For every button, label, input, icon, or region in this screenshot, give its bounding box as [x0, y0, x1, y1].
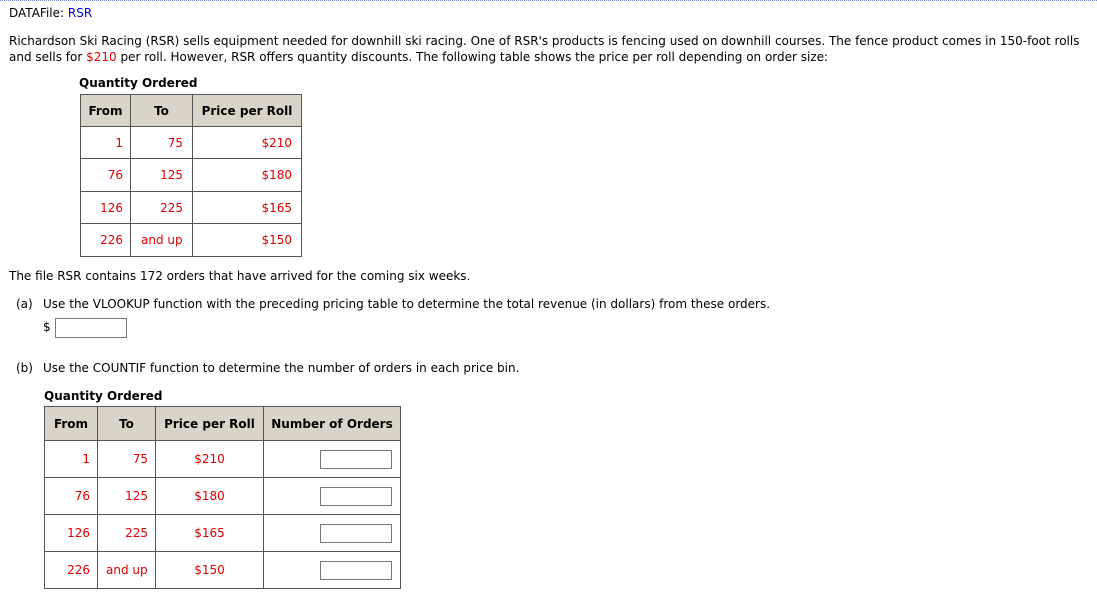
- cell-to: 75: [98, 441, 156, 478]
- table-row: [81, 224, 302, 257]
- intro-price: $210: [86, 50, 117, 64]
- orders-cell: [264, 441, 401, 478]
- cell-to: and up: [131, 224, 193, 257]
- orders-input-76-125[interactable]: [320, 487, 392, 506]
- part-a-label: (a): [16, 297, 33, 311]
- datafile-link[interactable]: RSR: [67, 6, 93, 20]
- cell-from: 126: [81, 192, 131, 224]
- cell-to: 125: [131, 159, 193, 192]
- header-number-of-orders: Number of Orders: [264, 407, 401, 441]
- cell-to: 225: [131, 192, 193, 224]
- orders-input-1-75[interactable]: [320, 450, 392, 469]
- orders-cell: [264, 552, 401, 589]
- header-from: From: [45, 407, 98, 441]
- cell-from: 1: [81, 127, 131, 159]
- cell-from: 1: [45, 441, 98, 478]
- table-row: [45, 441, 401, 478]
- table-row: [45, 515, 401, 552]
- part-a-question: Use the VLOOKUP function with the preceding pricing table to determine the total revenue (in dollars) from these orders.: [43, 297, 771, 311]
- table-row: [81, 159, 302, 192]
- header-from: From: [81, 95, 131, 127]
- table-row: [81, 127, 302, 159]
- cell-from: 76: [81, 159, 131, 192]
- cell-price: $150: [193, 224, 302, 257]
- cell-price: $165: [193, 192, 302, 224]
- pricing-table: [80, 94, 302, 257]
- orders-input-226-up[interactable]: [320, 561, 392, 580]
- table-row: [45, 478, 401, 515]
- part-b-label: (b): [16, 361, 33, 375]
- datafile-label: DATAFile:: [9, 6, 68, 20]
- file-description: The file RSR contains 172 orders that have arrived for the coming six weeks.: [9, 269, 471, 283]
- part-a-currency: $: [43, 320, 51, 334]
- orders-cell: [264, 478, 401, 515]
- total-revenue-input[interactable]: [55, 318, 127, 338]
- header-to: To: [131, 95, 193, 127]
- datafile-line: [9, 6, 92, 20]
- table-row: [45, 552, 401, 589]
- pricing-table-header: [81, 95, 302, 127]
- table2-caption: Quantity Ordered: [44, 389, 163, 403]
- cell-from: 226: [81, 224, 131, 257]
- cell-price: $150: [156, 552, 264, 589]
- header-price: Price per Roll: [193, 95, 302, 127]
- cell-from: 126: [45, 515, 98, 552]
- cell-price: $210: [156, 441, 264, 478]
- intro-paragraph: [9, 33, 1094, 65]
- top-divider: [0, 0, 1097, 1]
- intro-text-2: per roll. However, RSR offers quantity discounts. The following table shows the price per roll depending on order size:: [116, 50, 829, 64]
- intro-text-1: Richardson Ski Racing (RSR) sells equipment needed for downhill ski racing. One of RSR's products is fencing used on downhill courses. The fence product comes in 150-foot rolls and sells for: [9, 34, 1080, 64]
- cell-to: and up: [98, 552, 156, 589]
- order-count-table: [44, 406, 401, 589]
- cell-to: 125: [98, 478, 156, 515]
- cell-from: 226: [45, 552, 98, 589]
- table-row: [81, 192, 302, 224]
- order-count-header: [45, 407, 401, 441]
- cell-to: 75: [131, 127, 193, 159]
- cell-price: $210: [193, 127, 302, 159]
- cell-price: $180: [193, 159, 302, 192]
- header-price: Price per Roll: [156, 407, 264, 441]
- cell-price: $180: [156, 478, 264, 515]
- header-to: To: [98, 407, 156, 441]
- part-b-question: Use the COUNTIF function to determine the number of orders in each price bin.: [43, 361, 520, 375]
- cell-from: 76: [45, 478, 98, 515]
- orders-input-126-225[interactable]: [320, 524, 392, 543]
- table1-caption: Quantity Ordered: [79, 76, 198, 90]
- cell-to: 225: [98, 515, 156, 552]
- cell-price: $165: [156, 515, 264, 552]
- orders-cell: [264, 515, 401, 552]
